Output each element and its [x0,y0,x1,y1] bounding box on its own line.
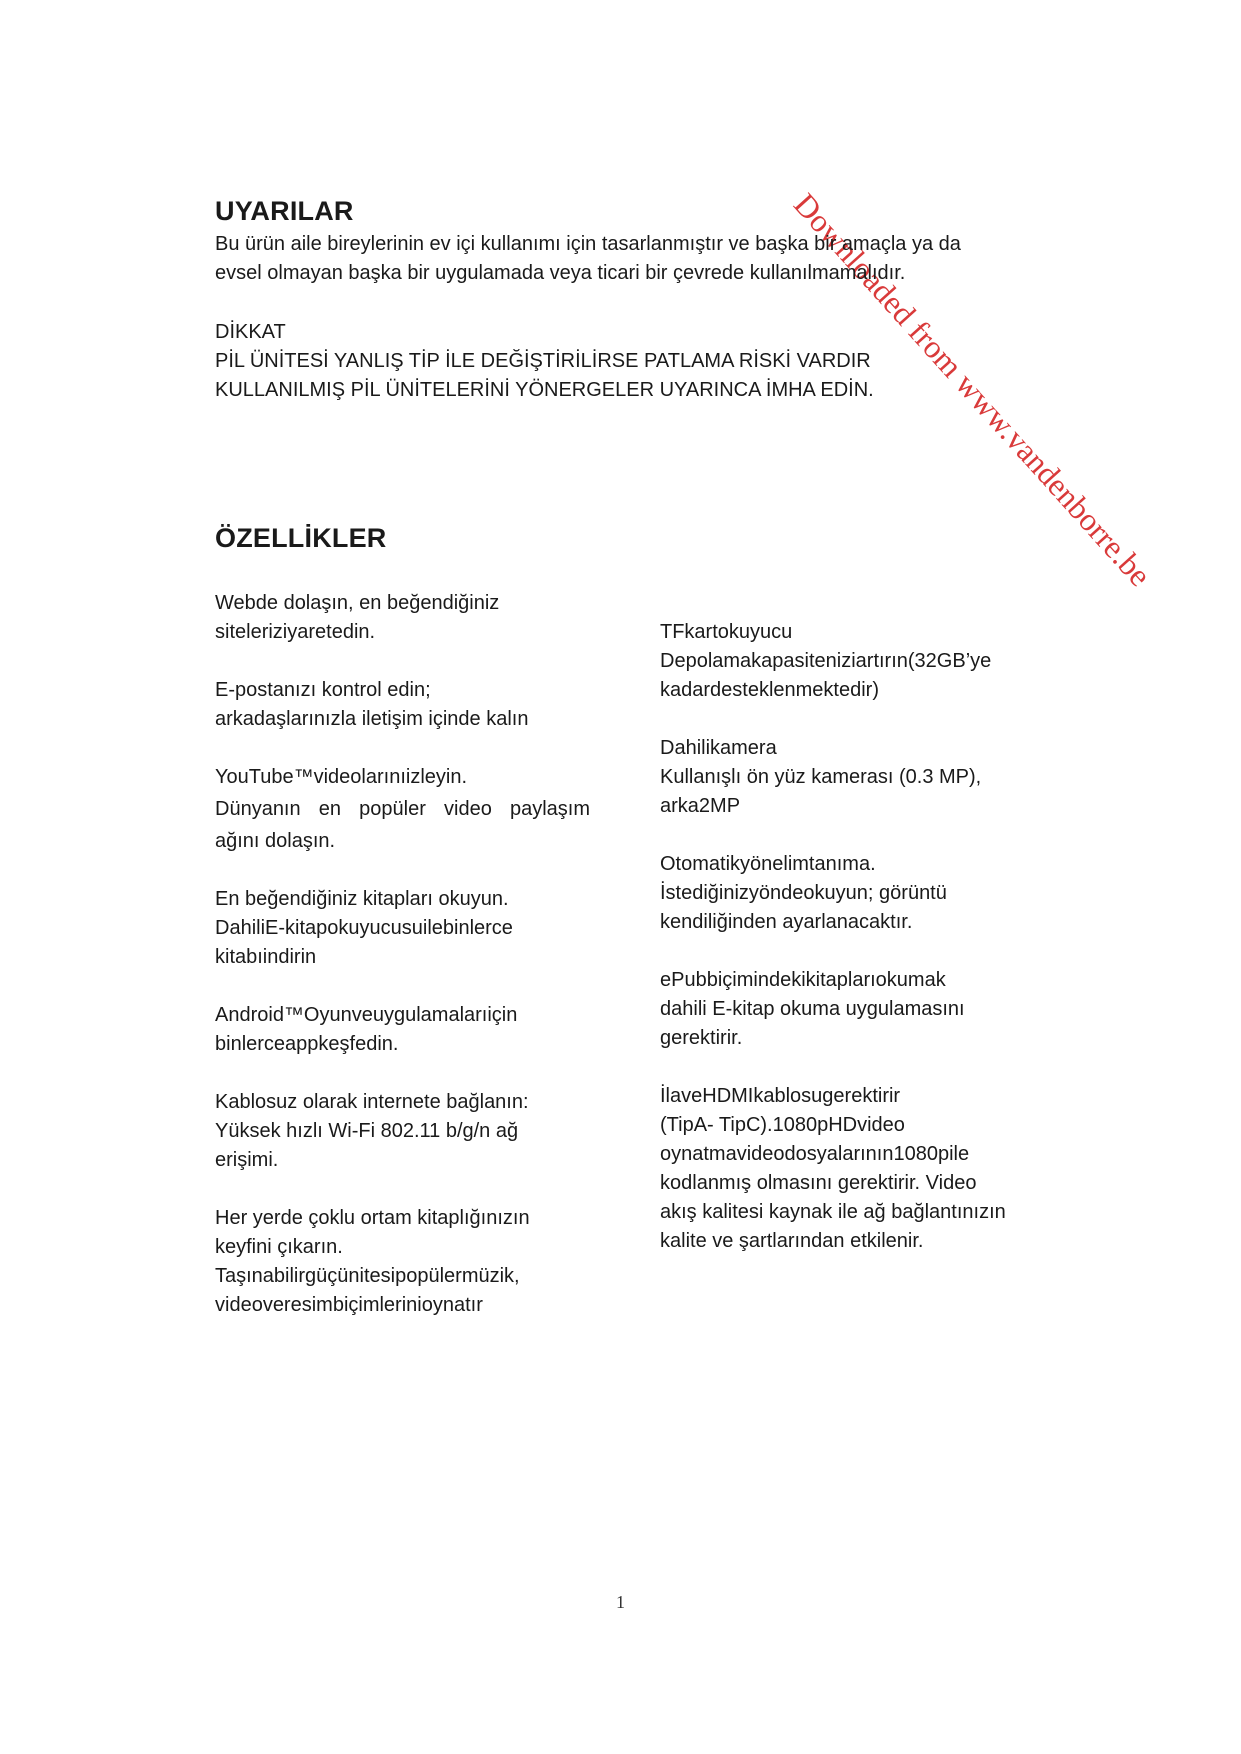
feature-line: kendiliğinden ayarlanacaktır. [660,911,913,933]
feature-line: E-postanızı kontrol edin; [215,679,431,701]
feature-item [660,734,1080,821]
feature-word: Dünyanın [215,798,301,820]
feature-line: gerektirir. [660,1027,743,1049]
feature-item [215,676,635,734]
feature-item [660,850,1080,937]
feature-item [660,618,1080,705]
feature-line: kadardesteklenmektedir) [660,679,879,701]
feature-line: Dahilikamera [660,737,777,759]
feature-line: keyfini çıkarın. [215,1236,343,1258]
feature-line: TFkartokuyucu [660,621,793,643]
feature-word: popüler [359,798,426,820]
feature-line: kodlanmış olmasını gerektirir. Video [660,1172,977,1194]
features-right-column [660,618,1080,1285]
feature-line: binlerceappkeşfedin. [215,1033,399,1055]
feature-item [660,1082,1080,1256]
feature-item [215,1204,635,1320]
feature-line: ePubbiçimindekikitaplarıokumak [660,969,946,991]
feature-line: Kablosuz olarak internete bağlanın: [215,1091,529,1113]
feature-word: paylaşım [509,798,590,820]
features-title: ÖZELLİKLER [215,523,387,553]
caution-text [215,318,1015,405]
feature-line: Android™Oyunveuygulamalarıiçin [215,1004,518,1026]
feature-line: İlaveHDMIkablosugerektirir [660,1085,901,1107]
feature-line: kitabıindirin [215,946,317,968]
caution-line: DİKKAT [215,321,286,343]
feature-line: oynatmavideodosyalarının1080pile [660,1143,970,1165]
feature-item [215,589,635,647]
caution-line: KULLANILMIŞ PİL ÜNİTELERİNİ YÖNERGELER UYARINCA İMHA EDİN. [215,379,874,401]
watermark: Downloaded from www.vandenborre.be [786,186,1159,593]
feature-line: Kullanışlı ön yüz kamerası (0.3 MP), [660,766,982,788]
feature-line: erişimi. [215,1149,279,1171]
feature-word: video [444,798,492,820]
feature-line: arkadaşlarınızla iletişim içinde kalın [215,708,529,730]
feature-justified-line [215,795,590,824]
feature-item [215,763,635,856]
feature-line: Her yerde çoklu ortam kitaplığınızın [215,1207,530,1229]
feature-line: Taşınabilirgüçünitesipopülermüzik, [215,1265,520,1287]
feature-line: kalite ve şartlarından etkilenir. [660,1230,924,1252]
feature-line: siteleriziyaretedin. [215,621,376,643]
feature-line: arka2MP [660,795,741,817]
feature-line: İstediğinizyöndeokuyun; görüntü [660,882,947,904]
feature-line: (TipA- TipC).1080pHDvideo [660,1114,905,1136]
feature-line: dahili E-kitap okuma uygulamasını [660,998,965,1020]
feature-line: Otomatikyönelimtanıma. [660,853,876,875]
feature-line: Yüksek hızlı Wi-Fi 802.11 b/g/n ağ [215,1120,519,1142]
feature-line: ağını dolaşın. [215,830,336,852]
page-number: 1 [616,1592,625,1612]
feature-line: Depolamakapasiteniziartırın(32GB’ye [660,650,992,672]
feature-item [215,1088,635,1175]
feature-word: en [318,798,342,820]
feature-item [660,966,1080,1053]
warnings-title: UYARILAR [215,196,354,226]
feature-line: akış kalitesi kaynak ile ağ bağlantınızın [660,1201,1006,1223]
caution-line: PİL ÜNİTESİ YANLIŞ TİP İLE DEĞİŞTİRİLİRSE PATLAMA RİSKİ VARDIR [215,350,871,372]
warnings-text [215,230,1015,288]
feature-line: En beğendiğiniz kitapları okuyun. [215,888,509,910]
feature-line: videoveresimbiçimlerinioynatır [215,1294,483,1316]
feature-line: Webde dolaşın, en beğendiğiniz [215,592,500,614]
feature-line: YouTube™videolarınıizleyin. [215,766,468,788]
feature-item [215,1001,635,1059]
feature-item [215,885,635,972]
warnings-line: Bu ürün aile bireylerinin ev içi kullanımı için tasarlanmıştır ve başka bir amaçla ya da [215,233,961,255]
feature-line: DahiliE-kitapokuyucusuilebinlerce [215,917,513,939]
warnings-line: evsel olmayan başka bir uygulamada veya ticari bir çevrede kullanılmamalıdır. [215,262,906,284]
features-left-column [215,589,635,1349]
